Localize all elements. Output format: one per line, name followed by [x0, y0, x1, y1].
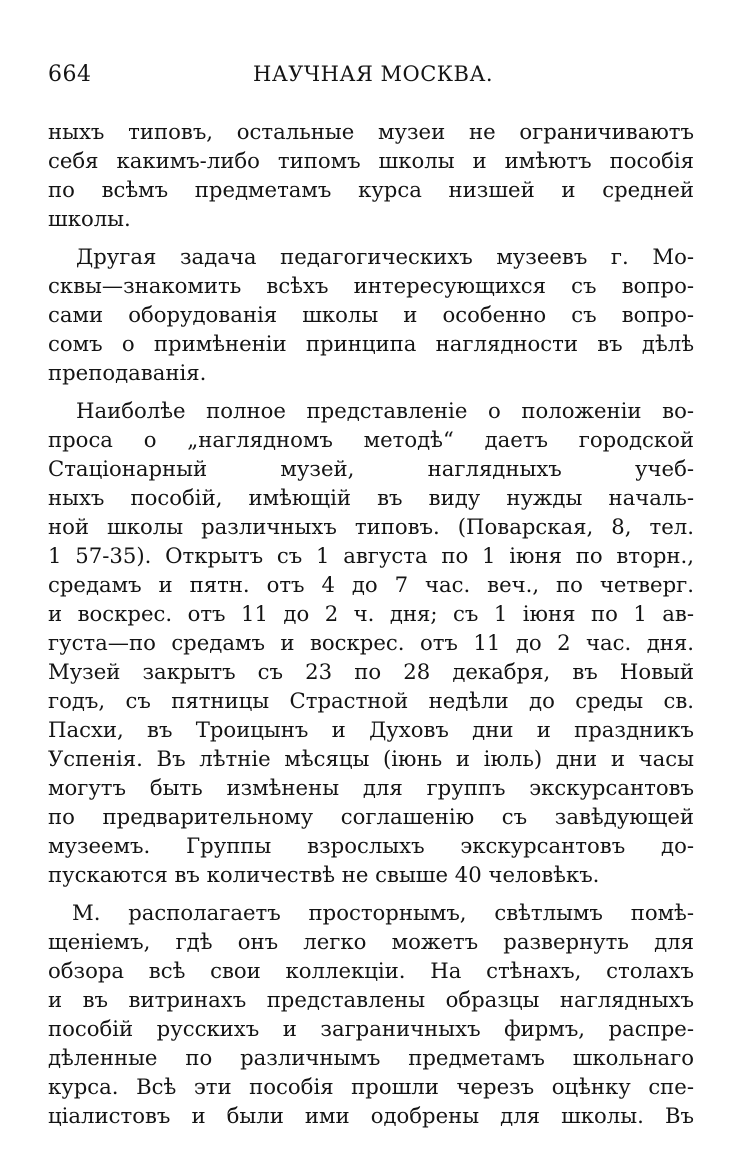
- text-line: ціалистовъ и были ими одобрены для школы. Въ: [48, 1103, 694, 1128]
- text-line: могутъ быть измѣнены для группъ экскурсантовъ: [48, 775, 694, 800]
- text-line: школы.: [48, 206, 131, 231]
- text-line: и въ витринахъ представлены образцы наглядныхъ: [48, 987, 694, 1012]
- text-line: сомъ о примѣненіи принципа наглядности въ дѣлѣ: [48, 331, 694, 356]
- page-header: [48, 62, 694, 94]
- text-line: обзора всѣ свои коллекціи. На стѣнахъ, столахъ: [48, 958, 694, 983]
- text-line: по предварительному соглашенію съ завѣдующей: [48, 804, 694, 829]
- text-line: Музей закрытъ съ 23 по 28 декабря, въ Новый: [48, 659, 694, 684]
- text-line: пускаются въ количествѣ не свыше 40 человѣкъ.: [48, 862, 600, 887]
- text-line: М. располагаетъ просторнымъ, свѣтлымъ помѣ-: [72, 900, 694, 925]
- text-line: дѣленные по различнымъ предметамъ школьнаго: [48, 1045, 694, 1070]
- page-number: 664: [48, 62, 92, 87]
- text-line: годъ, съ пятницы Страстной недѣли до среды св.: [48, 688, 694, 713]
- text-line: сквы—знакомить всѣхъ интересующихся съ вопро-: [48, 273, 694, 298]
- text-line: густа—по средамъ и воскрес. отъ 11 до 2 час. дня.: [48, 630, 694, 655]
- paragraph-4: [48, 898, 694, 1130]
- paragraph-3: [48, 396, 694, 889]
- body-text: [48, 117, 694, 1139]
- text-line: и воскрес. отъ 11 до 2 ч. дня; съ 1 іюня по 1 ав-: [48, 601, 694, 626]
- text-line: Стаціонарный музей, наглядныхъ учеб-: [48, 456, 694, 481]
- text-line: себя какимъ-либо типомъ школы и имѣютъ пособія: [48, 148, 694, 173]
- running-title: НАУЧНАЯ МОСКВА.: [253, 62, 494, 86]
- text-line: курса. Всѣ эти пособія прошли черезъ оцѣнку спе-: [48, 1074, 694, 1099]
- text-line: сами оборудованія школы и особенно съ вопро-: [48, 302, 694, 327]
- text-line: проса о „наглядномъ методѣ“ даетъ городской: [48, 427, 694, 452]
- text-line: Пасхи, въ Троицынъ и Духовъ дни и праздникъ: [48, 717, 694, 742]
- text-line: ныхъ пособій, имѣющій въ виду нужды началь-: [48, 485, 694, 510]
- text-line: щеніемъ, гдѣ онъ легко можетъ развернуть для: [48, 929, 694, 954]
- text-line: Другая задача педагогическихъ музеевъ г. Мо-: [76, 244, 694, 269]
- text-line: музеемъ. Группы взрослыхъ экскурсантовъ до-: [48, 833, 694, 858]
- text-line: средамъ и пятн. отъ 4 до 7 час. веч., по четверг.: [48, 572, 694, 597]
- text-line: пособій русскихъ и заграничныхъ фирмъ, распре-: [48, 1016, 694, 1041]
- text-line: Успенія. Въ лѣтніе мѣсяцы (іюнь и іюль) дни и часы: [48, 746, 694, 771]
- paragraph-2: [48, 242, 694, 387]
- paragraph-1: [48, 117, 694, 233]
- text-line: Наиболѣе полное представленіе о положеніи во-: [76, 398, 694, 423]
- text-line: по всѣмъ предметамъ курса низшей и средней: [48, 177, 694, 202]
- text-line: 1 57-35). Открытъ съ 1 августа по 1 іюня по вторн.,: [48, 543, 694, 568]
- text-line: преподаванія.: [48, 360, 207, 385]
- text-line: ныхъ типовъ, остальные музеи не ограничиваютъ: [48, 119, 694, 144]
- text-line: ной школы различныхъ типовъ. (Поварская, 8, тел.: [48, 514, 694, 539]
